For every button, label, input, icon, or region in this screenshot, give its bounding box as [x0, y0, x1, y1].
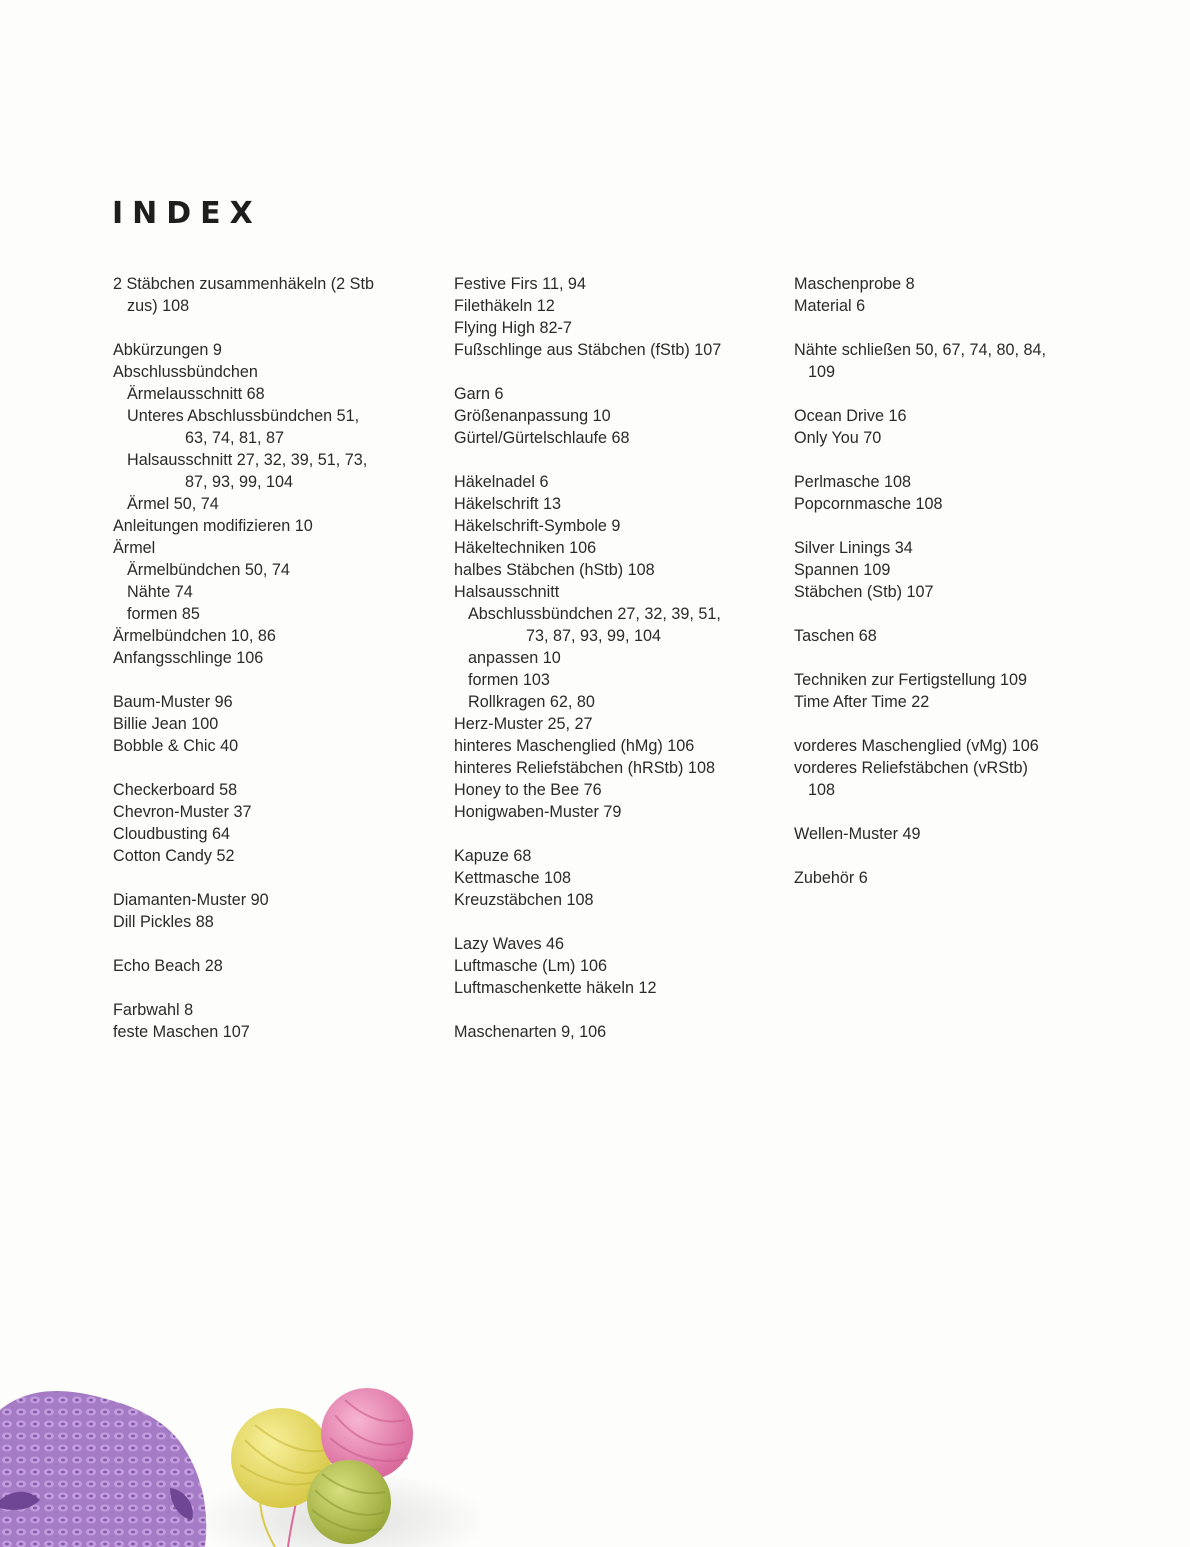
index-entry: vorderes Reliefstäbchen (vRStb) — [794, 759, 1028, 777]
group-spacer — [794, 713, 1094, 735]
index-subentry: 87, 93, 99, 104 — [185, 473, 294, 491]
index-subentry: Ärmelausschnitt 68 — [127, 385, 265, 403]
index-entry: Wellen-Muster 49 — [794, 825, 921, 843]
index-entry: Häkelschrift-Symbole 9 — [454, 517, 621, 535]
index-subentry: 63, 74, 81, 87 — [185, 429, 285, 447]
index-entry: Größenanpassung 10 — [454, 407, 611, 425]
index-entry: Material 6 — [794, 297, 866, 315]
index-entry: Festive Firs 11, 94 — [454, 275, 586, 293]
group-spacer — [794, 383, 1094, 405]
index-entry: Kettmasche 108 — [454, 869, 571, 887]
index-entry: Cotton Candy 52 — [113, 847, 235, 865]
index-entry: Häkeltechniken 106 — [454, 539, 597, 557]
index-entry: Honigwaben-Muster 79 — [454, 803, 622, 821]
index-entry: Ocean Drive 16 — [794, 407, 907, 425]
index-entry: Techniken zur Fertigstellung 109 — [794, 671, 1028, 689]
index-subentry: Halsausschnitt 27, 32, 39, 51, 73, — [127, 451, 368, 469]
index-entry: Kreuzstäbchen 108 — [454, 891, 594, 909]
index-entry: Häkelnadel 6 — [454, 473, 549, 491]
index-entry: Herz-Muster 25, 27 — [454, 715, 593, 733]
index-entry: Anfangsschlinge 106 — [113, 649, 264, 667]
index-entry: vorderes Maschenglied (vMg) 106 — [794, 737, 1039, 755]
group-spacer — [113, 977, 443, 999]
index-subentry: 108 — [808, 781, 836, 799]
index-entry: Diamanten-Muster 90 — [113, 891, 269, 909]
yarn-decoration-image — [0, 1370, 480, 1547]
group-spacer — [113, 933, 443, 955]
index-entry: Flying High 82-7 — [454, 319, 572, 337]
group-spacer — [794, 845, 1094, 867]
crochet-fabric — [0, 1391, 206, 1547]
index-entry: Popcornmasche 108 — [794, 495, 943, 513]
index-subentry: 73, 87, 93, 99, 104 — [526, 627, 662, 645]
index-entry: Honey to the Bee 76 — [454, 781, 602, 799]
index-entry: Billie Jean 100 — [113, 715, 219, 733]
index-entry: Nähte schließen 50, 67, 74, 80, 84, — [794, 341, 1046, 359]
index-subentry: Rollkragen 62, 80 — [468, 693, 595, 711]
index-entry: Stäbchen (Stb) 107 — [794, 583, 934, 601]
index-entry: Cloudbusting 64 — [113, 825, 230, 843]
index-entry: Maschenarten 9, 106 — [454, 1023, 607, 1041]
index-entry: Filethäkeln 12 — [454, 297, 555, 315]
index-entry: Chevron-Muster 37 — [113, 803, 252, 821]
index-entry: Ärmelbündchen 10, 86 — [113, 627, 276, 645]
index-column-1 — [113, 273, 443, 1043]
index-entry: feste Maschen 107 — [113, 1023, 250, 1041]
group-spacer — [113, 669, 443, 691]
index-entry: Echo Beach 28 — [113, 957, 223, 975]
index-column-3 — [794, 273, 1094, 889]
group-spacer — [113, 757, 443, 779]
group-spacer — [454, 449, 784, 471]
index-entry: Baum-Muster 96 — [113, 693, 233, 711]
index-entry: Luftmasche (Lm) 106 — [454, 957, 607, 975]
index-entry: Luftmaschenkette häkeln 12 — [454, 979, 657, 997]
index-entry: hinteres Maschenglied (hMg) 106 — [454, 737, 695, 755]
green-yarn-ball — [307, 1460, 391, 1544]
index-subentry: Nähte 74 — [127, 583, 193, 601]
index-entry: Gürtel/Gürtelschlaufe 68 — [454, 429, 630, 447]
index-entry: Time After Time 22 — [794, 693, 930, 711]
index-entry: Halsausschnitt — [454, 583, 560, 601]
index-entry: Farbwahl 8 — [113, 1001, 194, 1019]
index-entry: Häkelschrift 13 — [454, 495, 562, 513]
group-spacer — [794, 647, 1094, 669]
index-entry: Garn 6 — [454, 385, 504, 403]
index-subentry: zus) 108 — [127, 297, 190, 315]
index-entry: Zubehör 6 — [794, 869, 868, 887]
index-entry: hinteres Reliefstäbchen (hRStb) 108 — [454, 759, 715, 777]
index-entry: Abkürzungen 9 — [113, 341, 222, 359]
index-entry: Bobble & Chic 40 — [113, 737, 239, 755]
group-spacer — [794, 801, 1094, 823]
group-spacer — [454, 361, 784, 383]
group-spacer — [794, 515, 1094, 537]
index-entry: Kapuze 68 — [454, 847, 532, 865]
index-entry: Ärmel — [113, 539, 156, 557]
index-subentry: 109 — [808, 363, 836, 381]
group-spacer — [794, 317, 1094, 339]
index-subentry: Unteres Abschlussbündchen 51, — [127, 407, 360, 425]
index-entry: halbes Stäbchen (hStb) 108 — [454, 561, 655, 579]
index-entry: Fußschlinge aus Stäbchen (fStb) 107 — [454, 341, 722, 359]
index-subentry: anpassen 10 — [468, 649, 561, 667]
index-subentry: Ärmel 50, 74 — [127, 495, 219, 513]
index-subentry: formen 85 — [127, 605, 200, 623]
index-entry: Abschlussbündchen — [113, 363, 258, 381]
index-entry: Anleitungen modifizieren 10 — [113, 517, 313, 535]
page-title: INDEX — [112, 196, 262, 231]
group-spacer — [113, 317, 443, 339]
index-subentry: Ärmelbündchen 50, 74 — [127, 561, 290, 579]
index-entry: Silver Linings 34 — [794, 539, 913, 557]
index-entry: Checkerboard 58 — [113, 781, 238, 799]
index-entry: Spannen 109 — [794, 561, 891, 579]
index-entry: Dill Pickles 88 — [113, 913, 214, 931]
index-subentry: Abschlussbündchen 27, 32, 39, 51, — [468, 605, 721, 623]
index-entry: Perlmasche 108 — [794, 473, 911, 491]
group-spacer — [454, 999, 784, 1021]
index-entry: Lazy Waves 46 — [454, 935, 565, 953]
group-spacer — [113, 867, 443, 889]
group-spacer — [454, 911, 784, 933]
index-entry: Maschenprobe 8 — [794, 275, 915, 293]
index-entry: 2 Stäbchen zusammenhäkeln (2 Stb — [113, 275, 374, 293]
index-column-2 — [454, 273, 784, 1043]
group-spacer — [794, 449, 1094, 471]
index-entry: Taschen 68 — [794, 627, 877, 645]
index-subentry: formen 103 — [468, 671, 550, 689]
group-spacer — [794, 603, 1094, 625]
group-spacer — [454, 823, 784, 845]
index-entry: Only You 70 — [794, 429, 882, 447]
